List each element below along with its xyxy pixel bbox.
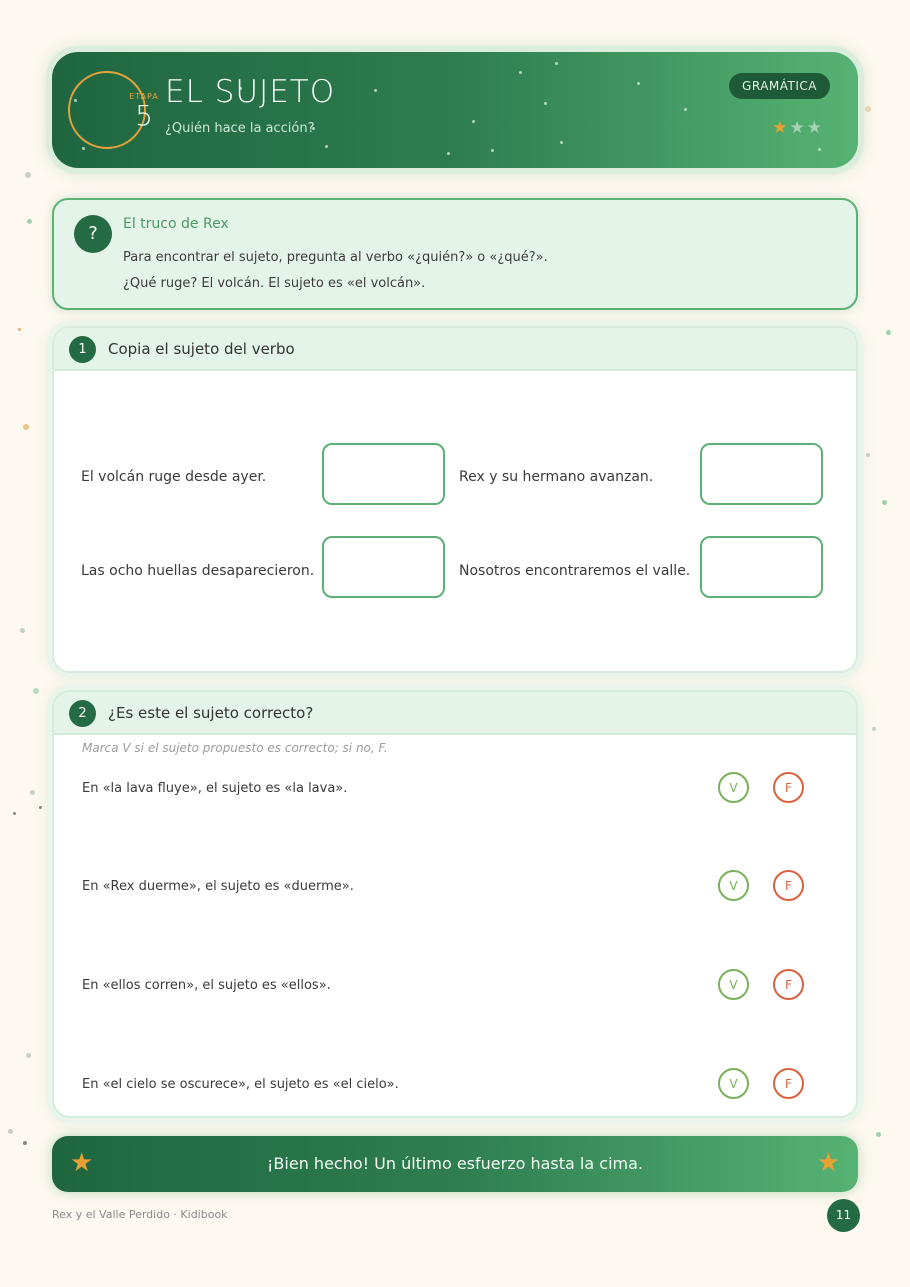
decor-dot (23, 1141, 27, 1145)
exercise-number: 1 (69, 336, 96, 363)
decor-dot (882, 500, 887, 505)
statement: En «la lava fluye», el sujeto es «la lava». (82, 781, 348, 796)
page-number: 11 (827, 1199, 860, 1232)
sentence: Rex y su hermano avanzan. (459, 469, 654, 485)
encouragement-banner (52, 1136, 858, 1192)
banner-text: ¡Bien hecho! Un último esfuerzo hasta la cima. (267, 1154, 643, 1173)
answer-input[interactable] (700, 443, 823, 505)
decor-dot (23, 424, 29, 430)
page-title: EL SUJETO (165, 74, 336, 110)
star-filled-icon: ★ (772, 118, 790, 138)
decor-dot (865, 106, 871, 112)
stage-badge (68, 71, 159, 149)
false-button[interactable]: F (773, 1068, 804, 1099)
false-button[interactable]: F (773, 969, 804, 1000)
tip-text: Para encontrar el sujeto, pregunta al verbo «¿quién?» o «¿qué?». (123, 250, 548, 265)
question-icon: ? (74, 215, 112, 253)
sentence: El volcán ruge desde ayer. (81, 469, 267, 485)
decor-dot (876, 1132, 881, 1137)
star-empty-icon: ★ (789, 118, 807, 138)
decor-dot (39, 806, 42, 809)
true-button[interactable]: V (718, 772, 749, 803)
answer-input[interactable] (322, 443, 445, 505)
decor-dot (886, 330, 891, 335)
false-button[interactable]: F (773, 772, 804, 803)
star-icon: ★ (816, 1148, 840, 1178)
decor-dot (25, 172, 31, 178)
statement: En «ellos corren», el sujeto es «ellos». (82, 978, 331, 993)
stage-label: ETAPA (129, 92, 159, 101)
exercise-2-card (52, 690, 858, 1118)
sentence: Nosotros encontraremos el valle. (459, 563, 691, 579)
answer-input[interactable] (322, 536, 445, 598)
decor-dot (13, 812, 16, 815)
sentence: Las ocho huellas desaparecieron. (81, 563, 315, 579)
page-subtitle: ¿Quién hace la acción? (165, 121, 315, 136)
exercise-title: ¿Es este el sujeto correcto? (108, 704, 314, 722)
statement: En «Rex duerme», el sujeto es «duerme». (82, 879, 354, 894)
statement: En «el cielo se oscurece», el sujeto es «el cielo». (82, 1077, 399, 1092)
true-button[interactable]: V (718, 1068, 749, 1099)
decor-dot (20, 628, 25, 633)
book-credit: Rex y el Valle Perdido · Kidibook (52, 1208, 228, 1221)
exercise-1-header (54, 328, 856, 371)
star-empty-icon: ★ (806, 118, 824, 138)
tip-box (52, 198, 858, 310)
exercise-number: 2 (69, 700, 96, 727)
true-button[interactable]: V (718, 870, 749, 901)
star-icon: ★ (70, 1148, 94, 1178)
exercise-1-card (52, 326, 858, 673)
true-button[interactable]: V (718, 969, 749, 1000)
answer-input[interactable] (700, 536, 823, 598)
decor-dot (27, 219, 32, 224)
decor-dot (30, 790, 35, 795)
decor-dot (866, 453, 870, 457)
category-tag: GRAMÁTICA (729, 73, 830, 99)
decor-dot (33, 688, 39, 694)
decor-dot (872, 727, 876, 731)
decor-dot (18, 328, 21, 331)
difficulty-stars (772, 118, 824, 138)
tip-title: El truco de Rex (123, 216, 229, 232)
tip-example: ¿Qué ruge? El volcán. El sujeto es «el volcán». (123, 276, 426, 291)
decor-dot (8, 1129, 13, 1134)
exercise-2-header (54, 692, 856, 735)
exercise-instruction: Marca V si el sujeto propuesto es correcto; si no, F. (82, 741, 388, 755)
decor-dot (26, 1053, 31, 1058)
stage-header (52, 52, 858, 168)
exercise-title: Copia el sujeto del verbo (108, 340, 295, 358)
stage-number: 5 (135, 99, 153, 132)
false-button[interactable]: F (773, 870, 804, 901)
